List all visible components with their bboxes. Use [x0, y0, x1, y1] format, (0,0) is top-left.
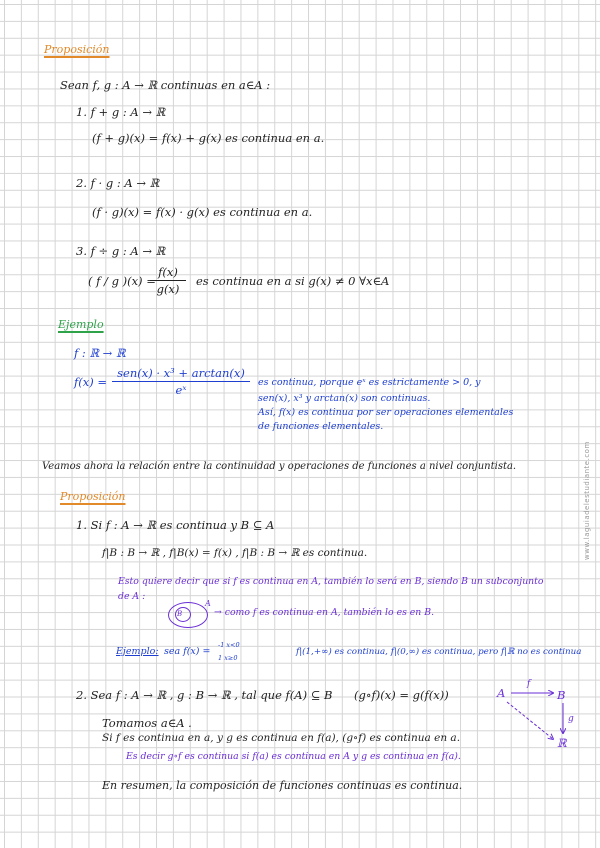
s2-item2-composition: (g∘f)(x) = g(f(x)) [354, 688, 449, 702]
proposition-title-1: Proposición [44, 43, 110, 56]
s2-item2-head: 2. Sea f : A → ℝ , g : B → ℝ , tal que f(A) ⊆ B [76, 688, 333, 702]
item1-head: 1. f + g : A → ℝ [76, 105, 166, 119]
proposition-intro: Sean f, g : A → ℝ continuas en a∈A : [60, 78, 271, 92]
item3-head: 3. f ÷ g : A → ℝ [76, 244, 166, 258]
diagram-b: B [557, 688, 566, 702]
example-label-2: Ejemplo: [116, 646, 159, 657]
summary-line: En resumen, la composición de funciones continuas es continua. [102, 779, 463, 792]
item1-body: (f + g)(x) = f(x) + g(x) es continua en a. [92, 131, 325, 145]
item3-denominator: g(x) [156, 282, 180, 296]
set-b-label: B [177, 610, 183, 618]
set-a-label: A [205, 599, 211, 608]
watermark: www.laguiadelestudiante.com [583, 441, 591, 560]
arrow-gf [507, 702, 553, 739]
example-text-2: sea f(x) = [164, 646, 211, 657]
s2-item1-restriction: f|B : B → ℝ , f|B(x) = f(x) , f|B : B → ℝ es continua. [102, 547, 368, 559]
item3-lhs: ( f / g )(x) = [88, 274, 156, 288]
example-numerator: sen(x) · x³ + arctan(x) [117, 366, 245, 380]
meaning-line: Es decir g∘f es continua si f(a) es continua en A y g es continua en f(a). [126, 751, 461, 762]
example-map: f : ℝ → ℝ [74, 346, 126, 360]
diagram-f: f [527, 679, 531, 689]
example-rest-2: f|(1,+∞) es continua, f|(0,∞) es continua, pero f|ℝ no es continua [296, 647, 582, 657]
piece-1: -1 x<0 [218, 641, 240, 649]
purple-note-1: Esto quiere decir que si f es continua en A, también lo será en B, siendo B un subconjunto [118, 576, 544, 587]
example-denominator: eˣ [175, 383, 187, 397]
example-note-1: es continua, porque eˣ es estrictamente > 0, y [258, 377, 481, 388]
item3-condition: es continua en a si g(x) ≠ 0 ∀x∈A [196, 274, 390, 288]
piece-2: 1 x≥0 [218, 654, 238, 662]
diagram-g: g [568, 714, 574, 724]
proposition-title-2: Proposición [60, 490, 126, 503]
purple-note-2: de A : [118, 591, 146, 602]
purple-note-3: → como f es continua en A, también lo es en B. [214, 607, 435, 618]
item2-head: 2. f · g : A → ℝ [76, 176, 160, 190]
diagram-r: ℝ [557, 736, 567, 750]
example-note-4: de funciones elementales. [258, 421, 384, 432]
if-continuous-line: Si f es continua en a, y g es continua en f(a), (g∘f) es continua en a. [102, 732, 461, 744]
item2-body: (f · g)(x) = f(x) · g(x) es continua en a. [92, 205, 313, 219]
transition-text: Veamos ahora la relación entre la continuidad y operaciones de funciones a nivel conjuntista. [42, 461, 517, 472]
s2-item1-head: 1. Si f : A → ℝ es continua y B ⊆ A [76, 518, 275, 532]
example-note-3: Así, f(x) es continua por ser operaciones elementales [258, 407, 514, 418]
take-a-line: Tomamos a∈A . [102, 716, 192, 730]
example-title-1: Ejemplo [58, 318, 104, 331]
example-note-2: sen(x), x³ y arctan(x) son continuas. [258, 393, 431, 404]
example-lhs: f(x) = [74, 375, 108, 389]
diagram-a: A [497, 686, 506, 700]
item3-numerator: f(x) [158, 265, 178, 279]
